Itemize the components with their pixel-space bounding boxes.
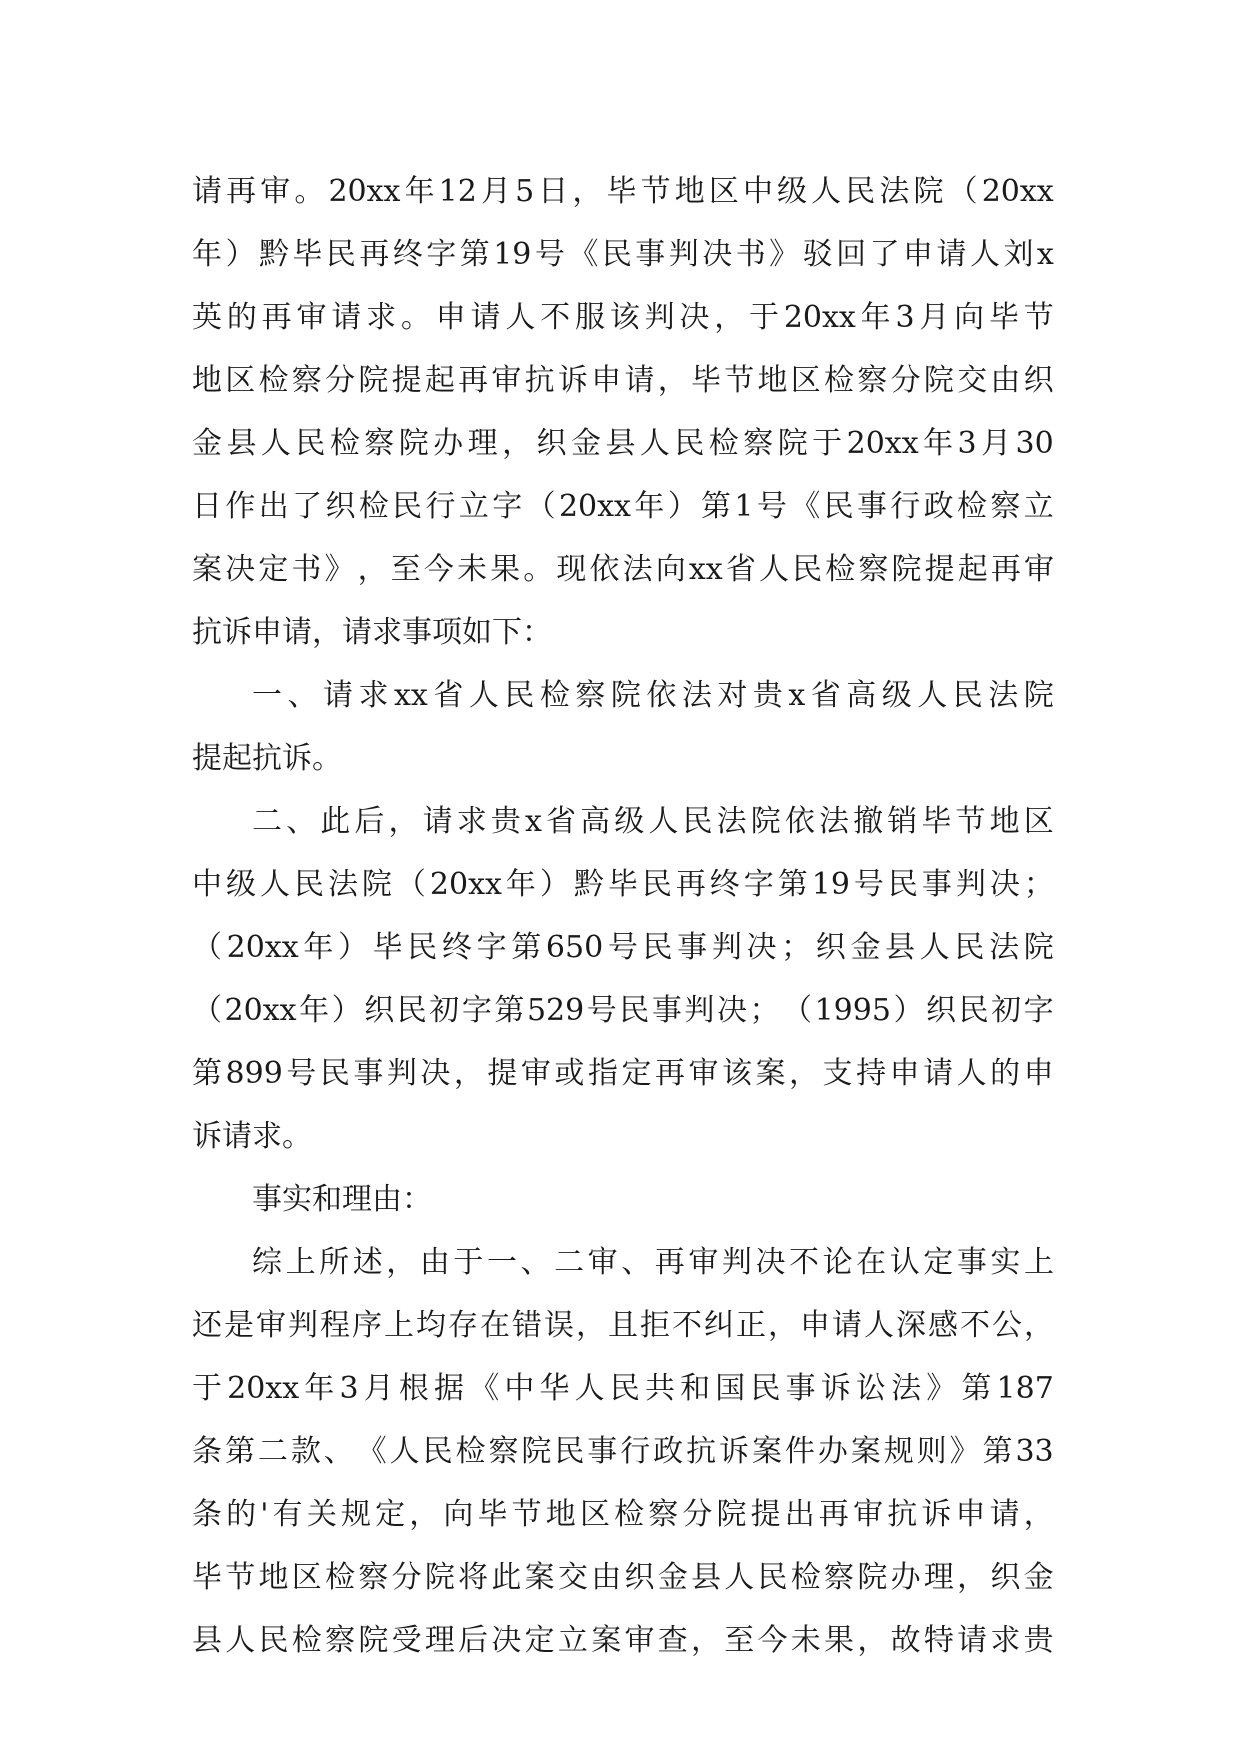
text-line: 条 的 ' 有 关 规 定 ， 向 毕 节 地 区 检 察 分 院 提 出 再 审 抗 诉 申 请 ， [192, 1497, 1054, 1532]
text-line: 案 决 定 书 》 ， 至 今 未 果 。 现 依 法 向 xx 省 人 民 检 察 院 提 起 再 审 [192, 552, 1054, 587]
text-line: 一 、 请 求 xx 省 人 民 检 察 院 依 法 对 贵 x 省 高 级 人 民 法 院 [252, 678, 1054, 713]
text-line: （ 20xx 年 ） 织 民 初 字 第 529 号 民 事 判 决 ； （ 1995 ） 织 民 初 字 [192, 993, 1054, 1028]
document-body [192, 160, 1054, 1672]
text-line: 抗诉申请，请求事项如下： [192, 615, 552, 650]
text-line: 地 区 检 察 分 院 提 起 再 审 抗 诉 申 请 ， 毕 节 地 区 检 察 分 院 交 由 织 [192, 363, 1054, 398]
text-line: 诉请求。 [192, 1119, 312, 1154]
text-line: 金 县 人 民 检 察 院 办 理 ， 织 金 县 人 民 检 察 院 于 20xx 年 3 月 30 [192, 426, 1054, 461]
text-line: 综 上 所 述 ， 由 于 一 、 二 审 、 再 审 判 决 不 论 在 认 定 事 实 上 [252, 1245, 1054, 1280]
text-line: 日 作 出 了 织 检 民 行 立 字 （ 20xx 年 ） 第 1 号 《 民 事 行 政 检 察 立 [192, 489, 1054, 524]
text-line: 还 是 审 判 程 序 上 均 存 在 错 误 ， 且 拒 不 纠 正 ， 申 请 人 深 感 不 公 ， [192, 1308, 1054, 1343]
text-line: 英 的 再 审 请 求 。 申 请 人 不 服 该 判 决 ， 于 20xx 年 3 月 向 毕 节 [192, 300, 1054, 335]
text-line: 条 第 二 款 、 《 人 民 检 察 院 民 事 行 政 抗 诉 案 件 办 案 规 则 》 第 33 [192, 1434, 1054, 1469]
text-line: 二 、 此 后 ， 请 求 贵 x 省 高 级 人 民 法 院 依 法 撤 销 毕 节 地 区 [252, 804, 1054, 839]
text-line: 事实和理由： [252, 1182, 432, 1217]
text-line: 第 899 号 民 事 判 决 ， 提 审 或 指 定 再 审 该 案 ， 支 持 申 请 人 的 申 [192, 1056, 1054, 1091]
text-line: （ 20xx 年 ） 毕 民 终 字 第 650 号 民 事 判 决 ； 织 金 县 人 民 法 院 [192, 930, 1054, 965]
text-line: 毕 节 地 区 检 察 分 院 将 此 案 交 由 织 金 县 人 民 检 察 院 办 理 ， 织 金 [192, 1560, 1054, 1595]
text-line: 年 ） 黔 毕 民 再 终 字 第 19 号 《 民 事 判 决 书 》 驳 回 了 申 请 人 刘 x [192, 237, 1054, 272]
text-line: 中 级 人 民 法 院 （ 20xx 年 ） 黔 毕 民 再 终 字 第 19 号 民 事 判 决 ； [192, 867, 1054, 902]
text-line: 于 20xx 年 3 月 根 据 《 中 华 人 民 共 和 国 民 事 诉 讼 法 》 第 187 [192, 1371, 1054, 1406]
text-line: 请 再 审 。 20xx 年 12 月 5 日 ， 毕 节 地 区 中 级 人 民 法 院 （ 20xx [192, 174, 1054, 209]
text-line: 县 人 民 检 察 院 受 理 后 决 定 立 案 审 查 ， 至 今 未 果 ， 故 特 请 求 贵 [192, 1623, 1054, 1658]
text-line: 提起抗诉。 [192, 741, 342, 776]
